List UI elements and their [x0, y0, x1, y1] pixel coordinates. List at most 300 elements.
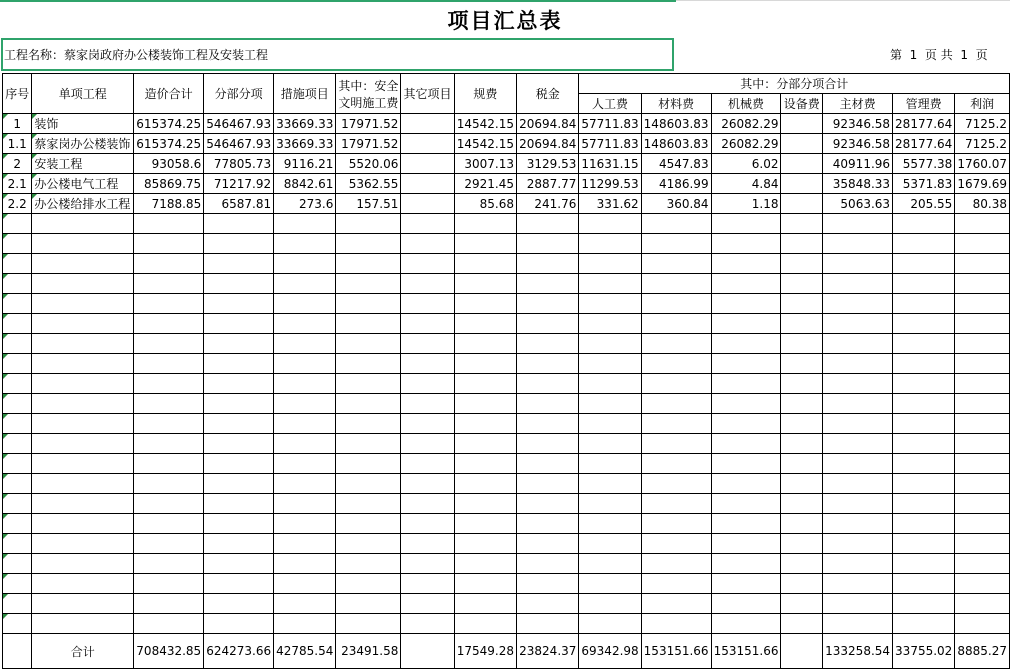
total-material[interactable]: 153151.66	[641, 634, 711, 669]
cell-labor[interactable]: 11631.15	[579, 154, 641, 174]
cell-labor[interactable]: 57711.83	[579, 114, 641, 134]
empty-cell[interactable]	[711, 274, 781, 294]
empty-cell[interactable]	[274, 534, 336, 554]
cell-main-material[interactable]: 92346.58	[823, 134, 893, 154]
cell-measures[interactable]: 9116.21	[274, 154, 336, 174]
empty-cell[interactable]	[3, 254, 32, 274]
empty-cell[interactable]	[204, 454, 274, 474]
empty-cell[interactable]	[32, 474, 134, 494]
empty-cell[interactable]	[3, 314, 32, 334]
empty-cell[interactable]	[955, 474, 1010, 494]
empty-cell[interactable]	[641, 514, 711, 534]
empty-cell[interactable]	[32, 234, 134, 254]
empty-cell[interactable]	[823, 354, 893, 374]
empty-cell[interactable]	[781, 594, 823, 614]
cell-other[interactable]	[401, 154, 454, 174]
col-header-labor[interactable]: 人工费	[579, 94, 641, 114]
empty-cell[interactable]	[32, 494, 134, 514]
empty-cell[interactable]	[641, 374, 711, 394]
empty-cell[interactable]	[134, 274, 204, 294]
empty-cell[interactable]	[3, 494, 32, 514]
empty-cell[interactable]	[579, 374, 641, 394]
empty-cell[interactable]	[134, 334, 204, 354]
empty-cell[interactable]	[134, 354, 204, 374]
cell-safety[interactable]: 5362.55	[336, 174, 401, 194]
empty-cell[interactable]	[955, 614, 1010, 634]
cell-seq[interactable]: 2	[3, 154, 32, 174]
cell-item-name[interactable]: 装饰	[32, 114, 134, 134]
empty-cell[interactable]	[134, 494, 204, 514]
empty-cell[interactable]	[401, 234, 454, 254]
col-header-item[interactable]: 单项工程	[32, 74, 134, 114]
cell-material[interactable]: 4186.99	[641, 174, 711, 194]
empty-cell[interactable]	[579, 574, 641, 594]
empty-cell[interactable]	[401, 334, 454, 354]
empty-cell[interactable]	[336, 394, 401, 414]
empty-cell[interactable]	[641, 294, 711, 314]
empty-cell[interactable]	[711, 434, 781, 454]
cell-material[interactable]: 360.84	[641, 194, 711, 214]
empty-cell[interactable]	[204, 434, 274, 454]
empty-cell[interactable]	[401, 254, 454, 274]
empty-cell[interactable]	[711, 334, 781, 354]
empty-cell[interactable]	[641, 274, 711, 294]
empty-cell[interactable]	[134, 514, 204, 534]
total-management[interactable]: 33755.02	[893, 634, 955, 669]
empty-cell[interactable]	[893, 474, 955, 494]
cell-labor[interactable]: 57711.83	[579, 134, 641, 154]
empty-cell[interactable]	[336, 514, 401, 534]
empty-cell[interactable]	[454, 274, 516, 294]
empty-cell[interactable]	[401, 514, 454, 534]
empty-cell[interactable]	[401, 294, 454, 314]
empty-cell[interactable]	[823, 474, 893, 494]
empty-cell[interactable]	[579, 594, 641, 614]
cell-equipment[interactable]	[781, 114, 823, 134]
cell-machine[interactable]: 6.02	[711, 154, 781, 174]
empty-cell[interactable]	[516, 614, 578, 634]
cell-measures[interactable]: 33669.33	[274, 134, 336, 154]
empty-cell[interactable]	[641, 254, 711, 274]
empty-cell[interactable]	[204, 554, 274, 574]
cell-machine[interactable]: 26082.29	[711, 134, 781, 154]
empty-cell[interactable]	[274, 254, 336, 274]
empty-cell[interactable]	[579, 534, 641, 554]
empty-cell[interactable]	[336, 414, 401, 434]
empty-cell[interactable]	[32, 534, 134, 554]
empty-cell[interactable]	[893, 274, 955, 294]
empty-cell[interactable]	[516, 594, 578, 614]
empty-cell[interactable]	[823, 294, 893, 314]
empty-cell[interactable]	[823, 254, 893, 274]
empty-cell[interactable]	[32, 454, 134, 474]
empty-cell[interactable]	[274, 514, 336, 534]
empty-cell[interactable]	[3, 534, 32, 554]
empty-cell[interactable]	[516, 354, 578, 374]
empty-cell[interactable]	[516, 394, 578, 414]
empty-cell[interactable]	[641, 534, 711, 554]
empty-cell[interactable]	[781, 334, 823, 354]
cell-profit[interactable]: 1679.69	[955, 174, 1010, 194]
cell-seq[interactable]: 2.2	[3, 194, 32, 214]
empty-cell[interactable]	[401, 214, 454, 234]
empty-cell[interactable]	[516, 214, 578, 234]
total-machine[interactable]: 153151.66	[711, 634, 781, 669]
empty-cell[interactable]	[516, 534, 578, 554]
empty-cell[interactable]	[823, 614, 893, 634]
empty-cell[interactable]	[454, 574, 516, 594]
cell-item-name[interactable]: 安装工程	[32, 154, 134, 174]
empty-cell[interactable]	[454, 534, 516, 554]
empty-cell[interactable]	[3, 334, 32, 354]
empty-cell[interactable]	[579, 334, 641, 354]
empty-cell[interactable]	[134, 474, 204, 494]
empty-cell[interactable]	[579, 314, 641, 334]
empty-cell[interactable]	[274, 274, 336, 294]
empty-cell[interactable]	[823, 414, 893, 434]
empty-cell[interactable]	[955, 554, 1010, 574]
empty-cell[interactable]	[32, 334, 134, 354]
col-header-safety[interactable]	[336, 74, 401, 114]
empty-cell[interactable]	[274, 334, 336, 354]
empty-cell[interactable]	[579, 554, 641, 574]
empty-cell[interactable]	[401, 414, 454, 434]
empty-cell[interactable]	[3, 414, 32, 434]
empty-cell[interactable]	[823, 374, 893, 394]
empty-cell[interactable]	[893, 514, 955, 534]
empty-cell[interactable]	[3, 234, 32, 254]
empty-cell[interactable]	[711, 594, 781, 614]
empty-cell[interactable]	[336, 214, 401, 234]
empty-cell[interactable]	[823, 534, 893, 554]
empty-cell[interactable]	[204, 374, 274, 394]
total-equipment[interactable]	[781, 634, 823, 669]
empty-cell[interactable]	[955, 274, 1010, 294]
cell-other[interactable]	[401, 174, 454, 194]
empty-cell[interactable]	[454, 234, 516, 254]
empty-cell[interactable]	[401, 454, 454, 474]
empty-cell[interactable]	[893, 454, 955, 474]
empty-cell[interactable]	[204, 614, 274, 634]
empty-cell[interactable]	[32, 314, 134, 334]
empty-cell[interactable]	[955, 534, 1010, 554]
empty-cell[interactable]	[204, 474, 274, 494]
empty-cell[interactable]	[134, 554, 204, 574]
empty-cell[interactable]	[32, 394, 134, 414]
empty-cell[interactable]	[781, 514, 823, 534]
cell-subitem[interactable]: 77805.73	[204, 154, 274, 174]
cell-machine[interactable]: 26082.29	[711, 114, 781, 134]
empty-cell[interactable]	[32, 254, 134, 274]
cell-item-name[interactable]: 办公楼电气工程	[32, 174, 134, 194]
empty-cell[interactable]	[955, 494, 1010, 514]
empty-cell[interactable]	[516, 294, 578, 314]
empty-cell[interactable]	[781, 314, 823, 334]
empty-cell[interactable]	[454, 594, 516, 614]
empty-cell[interactable]	[893, 234, 955, 254]
empty-cell[interactable]	[401, 394, 454, 414]
empty-cell[interactable]	[3, 274, 32, 294]
empty-cell[interactable]	[893, 614, 955, 634]
empty-cell[interactable]	[823, 314, 893, 334]
empty-cell[interactable]	[336, 374, 401, 394]
empty-cell[interactable]	[134, 574, 204, 594]
cell-tax[interactable]: 3129.53	[516, 154, 578, 174]
cell-equipment[interactable]	[781, 134, 823, 154]
empty-cell[interactable]	[823, 514, 893, 534]
empty-cell[interactable]	[516, 494, 578, 514]
empty-cell[interactable]	[516, 514, 578, 534]
cell-equipment[interactable]	[781, 174, 823, 194]
empty-cell[interactable]	[893, 314, 955, 334]
empty-cell[interactable]	[516, 434, 578, 454]
cell-profit[interactable]: 1760.07	[955, 154, 1010, 174]
cell-labor[interactable]: 11299.53	[579, 174, 641, 194]
empty-cell[interactable]	[955, 574, 1010, 594]
empty-cell[interactable]	[781, 374, 823, 394]
empty-cell[interactable]	[711, 414, 781, 434]
empty-cell[interactable]	[204, 274, 274, 294]
empty-cell[interactable]	[781, 574, 823, 594]
empty-cell[interactable]	[823, 214, 893, 234]
empty-cell[interactable]	[204, 294, 274, 314]
empty-cell[interactable]	[893, 554, 955, 574]
empty-cell[interactable]	[134, 214, 204, 234]
empty-cell[interactable]	[711, 214, 781, 234]
empty-cell[interactable]	[204, 214, 274, 234]
empty-cell[interactable]	[3, 374, 32, 394]
empty-cell[interactable]	[516, 254, 578, 274]
col-header-material[interactable]: 材料费	[641, 94, 711, 114]
empty-cell[interactable]	[781, 254, 823, 274]
empty-cell[interactable]	[134, 294, 204, 314]
empty-cell[interactable]	[579, 514, 641, 534]
empty-cell[interactable]	[204, 534, 274, 554]
empty-cell[interactable]	[516, 234, 578, 254]
empty-cell[interactable]	[454, 414, 516, 434]
total-safety[interactable]: 23491.58	[336, 634, 401, 669]
col-header-other[interactable]: 其它项目	[401, 74, 454, 114]
empty-cell[interactable]	[274, 454, 336, 474]
col-header-subitem[interactable]: 分部分项	[204, 74, 274, 114]
empty-cell[interactable]	[336, 614, 401, 634]
empty-cell[interactable]	[204, 574, 274, 594]
empty-cell[interactable]	[204, 514, 274, 534]
empty-cell[interactable]	[454, 254, 516, 274]
cell-subitem[interactable]: 546467.93	[204, 114, 274, 134]
empty-cell[interactable]	[454, 394, 516, 414]
empty-cell[interactable]	[579, 254, 641, 274]
empty-cell[interactable]	[641, 454, 711, 474]
empty-cell[interactable]	[711, 514, 781, 534]
empty-cell[interactable]	[893, 414, 955, 434]
empty-cell[interactable]	[781, 294, 823, 314]
empty-cell[interactable]	[579, 234, 641, 254]
empty-cell[interactable]	[274, 434, 336, 454]
empty-cell[interactable]	[336, 434, 401, 454]
total-labor[interactable]: 69342.98	[579, 634, 641, 669]
total-measures[interactable]: 42785.54	[274, 634, 336, 669]
cell-subitem[interactable]: 71217.92	[204, 174, 274, 194]
cell-profit[interactable]: 7125.2	[955, 134, 1010, 154]
cell-total[interactable]: 85869.75	[134, 174, 204, 194]
empty-cell[interactable]	[579, 274, 641, 294]
empty-cell[interactable]	[823, 234, 893, 254]
empty-cell[interactable]	[516, 414, 578, 434]
empty-cell[interactable]	[3, 454, 32, 474]
empty-cell[interactable]	[823, 334, 893, 354]
total-profit[interactable]: 8885.27	[955, 634, 1010, 669]
cell-equipment[interactable]	[781, 154, 823, 174]
empty-cell[interactable]	[781, 214, 823, 234]
empty-cell[interactable]	[134, 394, 204, 414]
empty-cell[interactable]	[204, 314, 274, 334]
empty-cell[interactable]	[274, 594, 336, 614]
empty-cell[interactable]	[204, 494, 274, 514]
empty-cell[interactable]	[641, 494, 711, 514]
cell-main-material[interactable]: 5063.63	[823, 194, 893, 214]
totals-label[interactable]: 合计	[32, 634, 134, 669]
cell-material[interactable]: 4547.83	[641, 154, 711, 174]
empty-cell[interactable]	[204, 354, 274, 374]
empty-cell[interactable]	[336, 474, 401, 494]
empty-cell[interactable]	[516, 274, 578, 294]
cell-management[interactable]: 5577.38	[893, 154, 955, 174]
empty-cell[interactable]	[134, 594, 204, 614]
cell-total[interactable]: 615374.25	[134, 114, 204, 134]
empty-cell[interactable]	[336, 314, 401, 334]
empty-cell[interactable]	[893, 494, 955, 514]
empty-cell[interactable]	[641, 354, 711, 374]
cell-safety[interactable]: 5520.06	[336, 154, 401, 174]
col-header-fees[interactable]: 规费	[454, 74, 516, 114]
empty-cell[interactable]	[641, 614, 711, 634]
empty-cell[interactable]	[274, 494, 336, 514]
empty-cell[interactable]	[134, 454, 204, 474]
cell-item-name[interactable]: 办公楼给排水工程	[32, 194, 134, 214]
empty-cell[interactable]	[641, 314, 711, 334]
empty-cell[interactable]	[641, 334, 711, 354]
empty-cell[interactable]	[516, 554, 578, 574]
empty-cell[interactable]	[955, 334, 1010, 354]
empty-cell[interactable]	[823, 574, 893, 594]
cell-profit[interactable]: 7125.2	[955, 114, 1010, 134]
empty-cell[interactable]	[32, 354, 134, 374]
empty-cell[interactable]	[454, 334, 516, 354]
empty-cell[interactable]	[274, 354, 336, 374]
cell-machine[interactable]: 4.84	[711, 174, 781, 194]
cell-management[interactable]: 5371.83	[893, 174, 955, 194]
empty-cell[interactable]	[516, 474, 578, 494]
cell-main-material[interactable]: 35848.33	[823, 174, 893, 194]
empty-cell[interactable]	[516, 574, 578, 594]
empty-cell[interactable]	[893, 594, 955, 614]
empty-cell[interactable]	[579, 214, 641, 234]
cell-management[interactable]: 205.55	[893, 194, 955, 214]
empty-cell[interactable]	[823, 454, 893, 474]
cell-fees[interactable]: 2921.45	[454, 174, 516, 194]
total-main-material[interactable]: 133258.54	[823, 634, 893, 669]
total-tax[interactable]: 23824.37	[516, 634, 578, 669]
empty-cell[interactable]	[893, 214, 955, 234]
empty-cell[interactable]	[454, 434, 516, 454]
empty-cell[interactable]	[893, 574, 955, 594]
empty-cell[interactable]	[579, 394, 641, 414]
empty-cell[interactable]	[204, 234, 274, 254]
empty-cell[interactable]	[781, 554, 823, 574]
cell-labor[interactable]: 331.62	[579, 194, 641, 214]
empty-cell[interactable]	[274, 414, 336, 434]
empty-cell[interactable]	[823, 274, 893, 294]
empty-cell[interactable]	[336, 554, 401, 574]
empty-cell[interactable]	[204, 594, 274, 614]
empty-cell[interactable]	[893, 254, 955, 274]
empty-cell[interactable]	[641, 414, 711, 434]
total-fees[interactable]: 17549.28	[454, 634, 516, 669]
empty-cell[interactable]	[32, 274, 134, 294]
empty-cell[interactable]	[781, 494, 823, 514]
project-name-line[interactable]	[4, 46, 268, 63]
empty-cell[interactable]	[3, 474, 32, 494]
empty-cell[interactable]	[32, 514, 134, 534]
empty-cell[interactable]	[893, 294, 955, 314]
empty-cell[interactable]	[32, 434, 134, 454]
empty-cell[interactable]	[3, 354, 32, 374]
empty-cell[interactable]	[711, 314, 781, 334]
cell-material[interactable]: 148603.83	[641, 114, 711, 134]
total-subitem[interactable]: 624273.66	[204, 634, 274, 669]
empty-cell[interactable]	[955, 414, 1010, 434]
empty-cell[interactable]	[401, 434, 454, 454]
cell-safety[interactable]: 17971.52	[336, 114, 401, 134]
cell-other[interactable]	[401, 134, 454, 154]
empty-cell[interactable]	[711, 294, 781, 314]
empty-cell[interactable]	[32, 614, 134, 634]
empty-cell[interactable]	[401, 474, 454, 494]
empty-cell[interactable]	[711, 454, 781, 474]
empty-cell[interactable]	[641, 594, 711, 614]
empty-cell[interactable]	[711, 534, 781, 554]
cell-total-seq[interactable]	[3, 634, 32, 669]
col-header-total-cost[interactable]: 造价合计	[134, 74, 204, 114]
empty-cell[interactable]	[579, 494, 641, 514]
empty-cell[interactable]	[3, 574, 32, 594]
empty-cell[interactable]	[134, 614, 204, 634]
cell-other[interactable]	[401, 114, 454, 134]
empty-cell[interactable]	[641, 434, 711, 454]
empty-cell[interactable]	[711, 614, 781, 634]
cell-measures[interactable]: 273.6	[274, 194, 336, 214]
empty-cell[interactable]	[336, 234, 401, 254]
cell-seq[interactable]: 1	[3, 114, 32, 134]
col-header-tax[interactable]: 税金	[516, 74, 578, 114]
col-header-equipment[interactable]: 设备费	[781, 94, 823, 114]
empty-cell[interactable]	[641, 234, 711, 254]
cell-other[interactable]	[401, 194, 454, 214]
empty-cell[interactable]	[336, 454, 401, 474]
empty-cell[interactable]	[454, 474, 516, 494]
empty-cell[interactable]	[134, 374, 204, 394]
empty-cell[interactable]	[134, 254, 204, 274]
cell-tax[interactable]: 20694.84	[516, 114, 578, 134]
empty-cell[interactable]	[955, 294, 1010, 314]
empty-cell[interactable]	[134, 234, 204, 254]
empty-cell[interactable]	[641, 574, 711, 594]
empty-cell[interactable]	[516, 314, 578, 334]
empty-cell[interactable]	[823, 394, 893, 414]
cell-management[interactable]: 28177.64	[893, 134, 955, 154]
empty-cell[interactable]	[955, 594, 1010, 614]
